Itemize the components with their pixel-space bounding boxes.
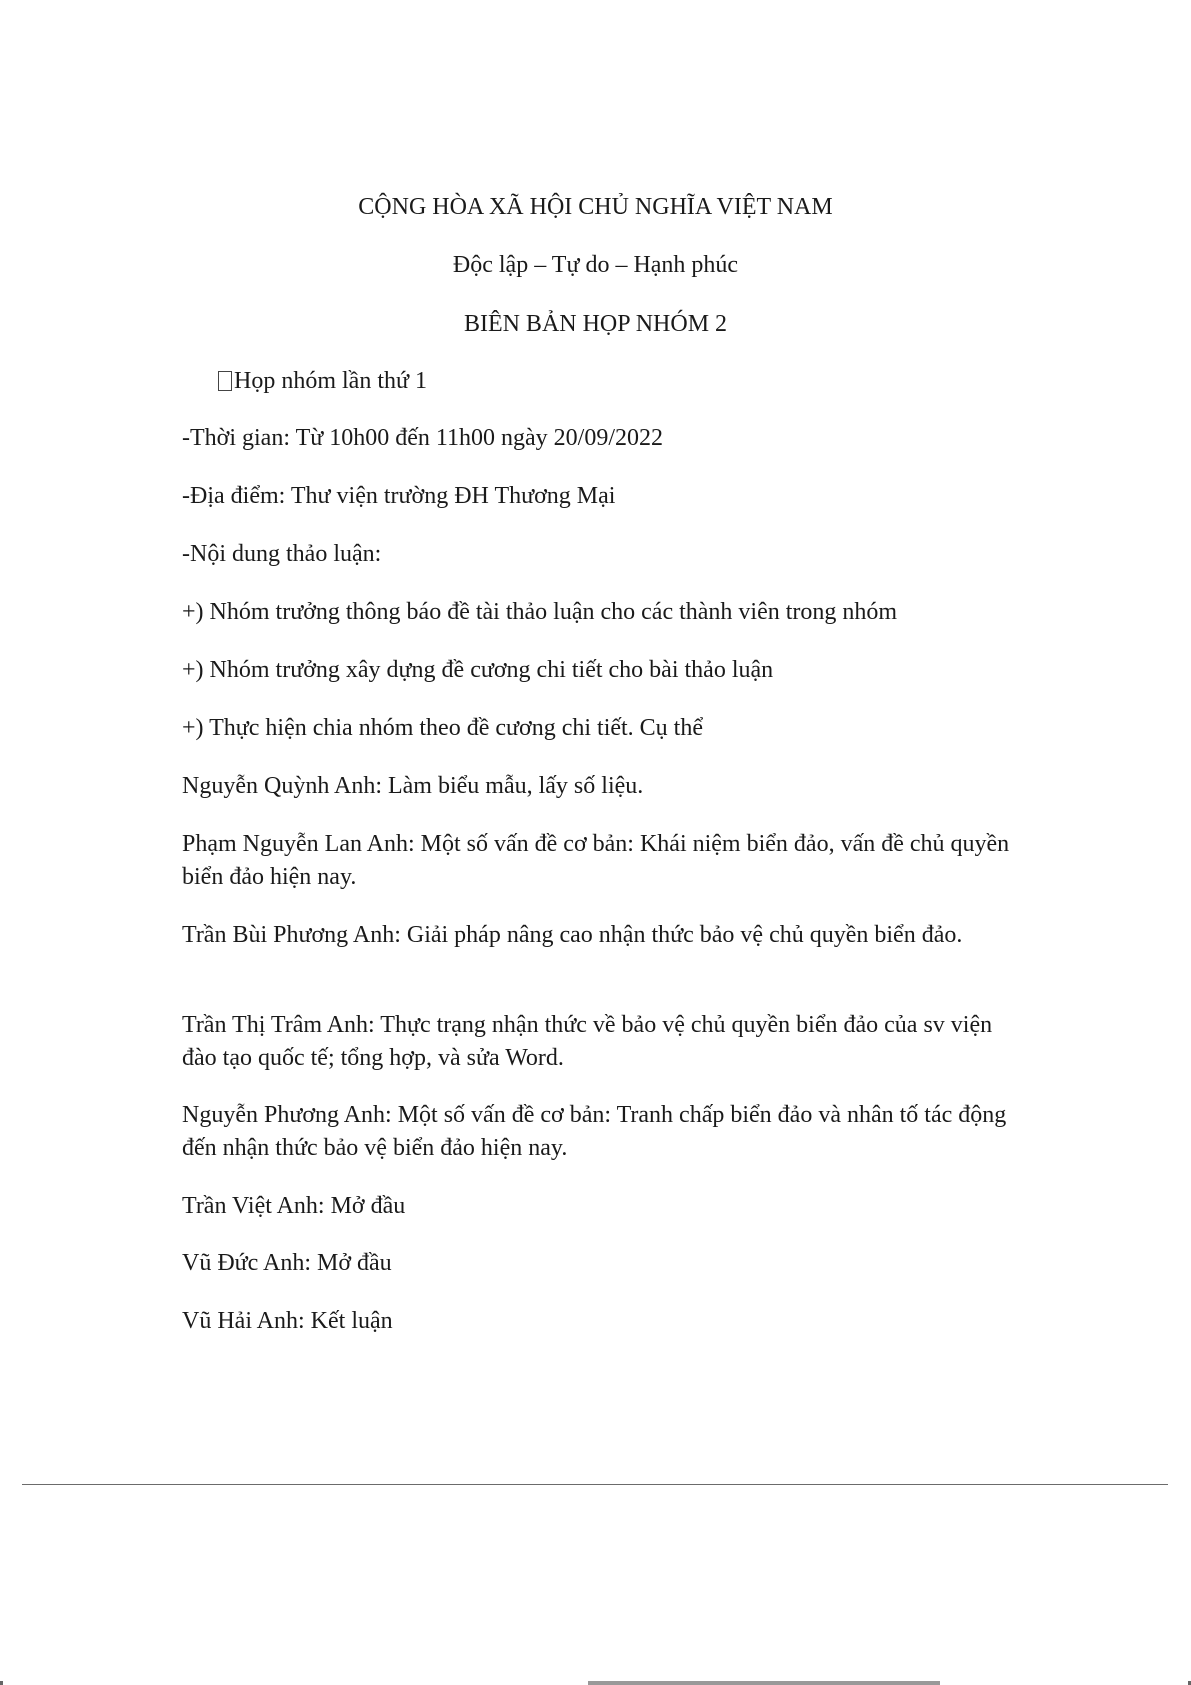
discussion-item: +) Nhóm trưởng xây dựng đề cương chi tiết cho bài thảo luận — [182, 657, 774, 683]
discussion-item: +) Nhóm trưởng thông báo đề tài thảo luận cho các thành viên trong nhóm — [182, 599, 898, 625]
assignment-item: Phạm Nguyễn Lan Anh: Một số vấn đề cơ bản: Khái niệm biển đảo, vấn đề chủ quyền biển đảo hiện nay. — [182, 831, 1010, 890]
assignment-item: Trần Bùi Phương Anh: Giải pháp nâng cao nhận thức bảo vệ chủ quyền biển đảo. — [182, 922, 963, 948]
motto: Độc lập – Tự do – Hạnh phúc — [452, 252, 739, 278]
assignment-item: Nguyễn Quỳnh Anh: Làm biểu mẫu, lấy số liệu. — [182, 773, 644, 799]
assignment-item: Vũ Đức Anh: Mở đầu — [182, 1250, 392, 1276]
assignment-item: Trần Thị Trâm Anh: Thực trạng nhận thức về bảo vệ chủ quyền biển đảo của sv viện đào tạo quốc tế; tổng hợp, và sửa Word. — [182, 1012, 993, 1071]
checkbox-icon — [218, 371, 232, 391]
discussion-item: +) Thực hiện chia nhóm theo đề cương chi tiết. Cụ thể — [182, 715, 704, 741]
page-divider — [22, 1484, 1168, 1485]
session-line — [218, 365, 1068, 398]
meeting-location: -Địa điểm: Thư viện trường ĐH Thương Mại — [182, 483, 616, 509]
assignment-item: Trần Việt Anh: Mở đầu — [182, 1193, 406, 1219]
document-title: BIÊN BẢN HỌP NHÓM 2 — [463, 311, 728, 337]
discussion-heading: -Nội dung thảo luận: — [182, 541, 382, 567]
assignment-item: Vũ Hải Anh: Kết luận — [182, 1308, 393, 1334]
assignment-item: Nguyễn Phương Anh: Một số vấn đề cơ bản: Tranh chấp biển đảo và nhân tố tác động đến nhận thức bảo vệ biển đảo hiện nay. — [182, 1102, 1007, 1161]
session-label: Họp nhóm lần thứ 1 — [234, 368, 427, 394]
scan-edge — [0, 1681, 1191, 1685]
national-title: CỘNG HÒA XÃ HỘI CHỦ NGHĨA VIỆT NAM — [358, 194, 833, 220]
meeting-time: -Thời gian: Từ 10h00 đến 11h00 ngày 20/09/2022 — [182, 425, 663, 451]
